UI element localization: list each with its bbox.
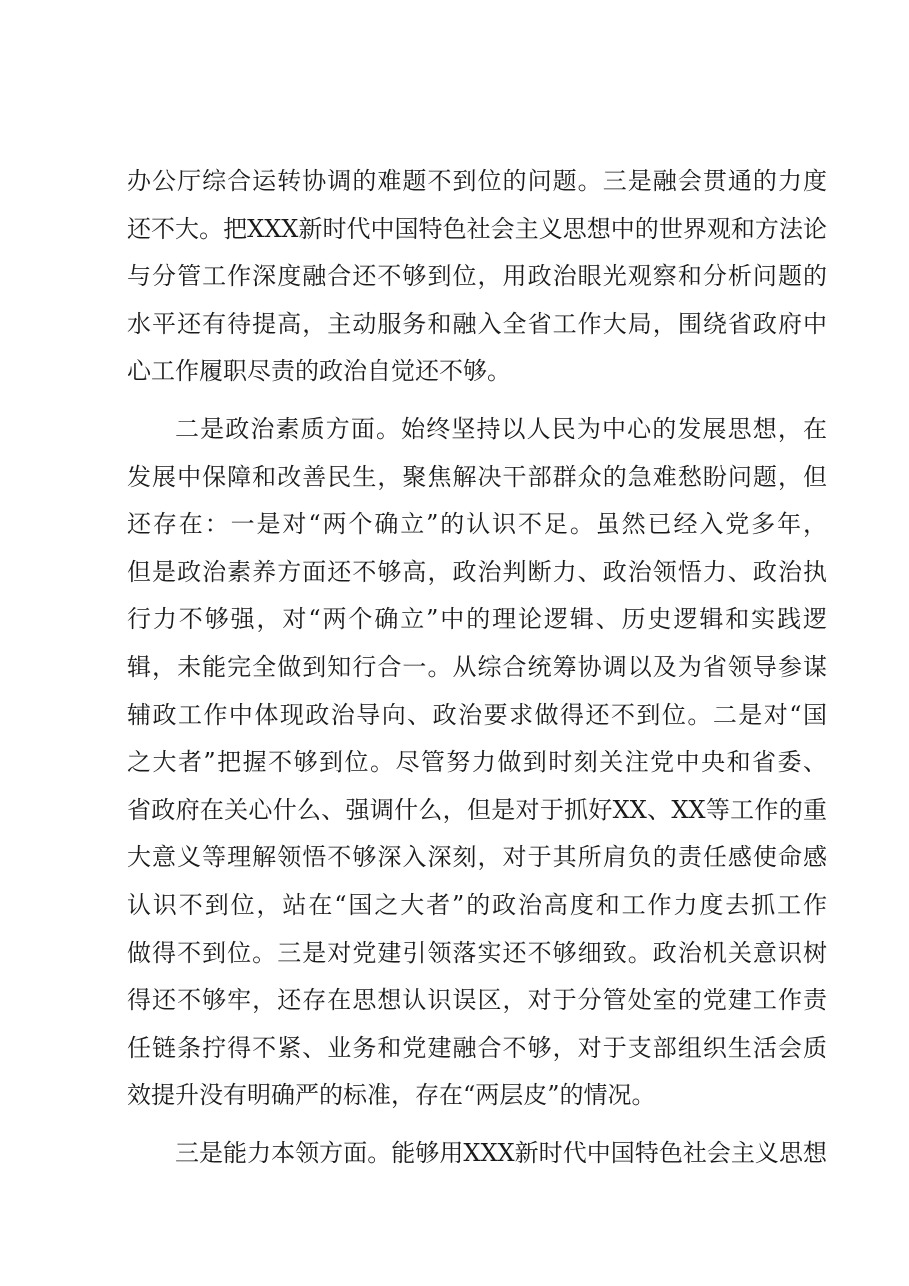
text-line: 省政府在关心什么、强调什么，但是对于抓好XX、XX等工作的重	[127, 795, 827, 824]
paragraph	[127, 158, 827, 396]
text-line: 行力不够强，对“两个确立”中的理论逻辑、历史逻辑和实践逻	[127, 605, 827, 634]
text-line: 还不大。把XXX新时代中国特色社会主义思想中的世界观和方法论	[127, 214, 827, 243]
paragraph-gap	[127, 1120, 827, 1130]
text-line: 心工作履职尽责的政治自觉还不够。	[127, 357, 511, 386]
document-body	[127, 158, 827, 1177]
text-line: 还存在：一是对“两个确立”的认识不足。虽然已经入党多年，	[127, 510, 827, 539]
text-line: 得还不够牢，还存在思想认识误区，对于分管处室的党建工作责	[127, 986, 827, 1015]
text-line: 任链条拧得不紧、业务和党建融合不够，对于支部组织生活会质	[127, 1033, 827, 1062]
paragraph-gap	[127, 396, 827, 406]
text-line: 二是政治素质方面。始终坚持以人民为中心的发展思想，在	[175, 414, 827, 443]
text-line: 办公厅综合运转协调的难题不到位的问题。三是融会贯通的力度	[127, 167, 827, 195]
text-line: 大意义等理解领悟不够深入深刻，对于其所肩负的责任感使命感	[127, 843, 827, 872]
text-line: 做得不到位。三是对党建引领落实还不够细致。政治机关意识树	[127, 938, 827, 967]
paragraph	[127, 406, 827, 1120]
text-line: 发展中保障和改善民生，聚焦解决干部群众的急难愁盼问题，但	[127, 462, 827, 491]
text-line: 之大者”把握不够到位。尽管努力做到时刻关注党中央和省委、	[127, 748, 827, 777]
text-line: 效提升没有明确严的标准，存在“两层皮”的情况。	[127, 1081, 656, 1110]
paragraph	[127, 1130, 827, 1178]
text-line: 水平还有待提高，主动服务和融入全省工作大局，围绕省政府中	[127, 309, 827, 338]
text-line: 三是能力本领方面。能够用XXX新时代中国特色社会主义思想	[175, 1138, 827, 1167]
text-line: 辑，未能完全做到知行合一。从综合统筹协调以及为省领导参谋	[127, 652, 827, 681]
text-line: 与分管工作深度融合还不够到位，用政治眼光观察和分析问题的	[127, 262, 827, 291]
text-line: 但是政治素养方面还不够高，政治判断力、政治领悟力、政治执	[127, 557, 827, 586]
text-line: 认识不到位，站在“国之大者”的政治高度和工作力度去抓工作	[127, 890, 827, 919]
text-line: 辅政工作中体现政治导向、政治要求做得还不到位。二是对“国	[127, 700, 827, 729]
